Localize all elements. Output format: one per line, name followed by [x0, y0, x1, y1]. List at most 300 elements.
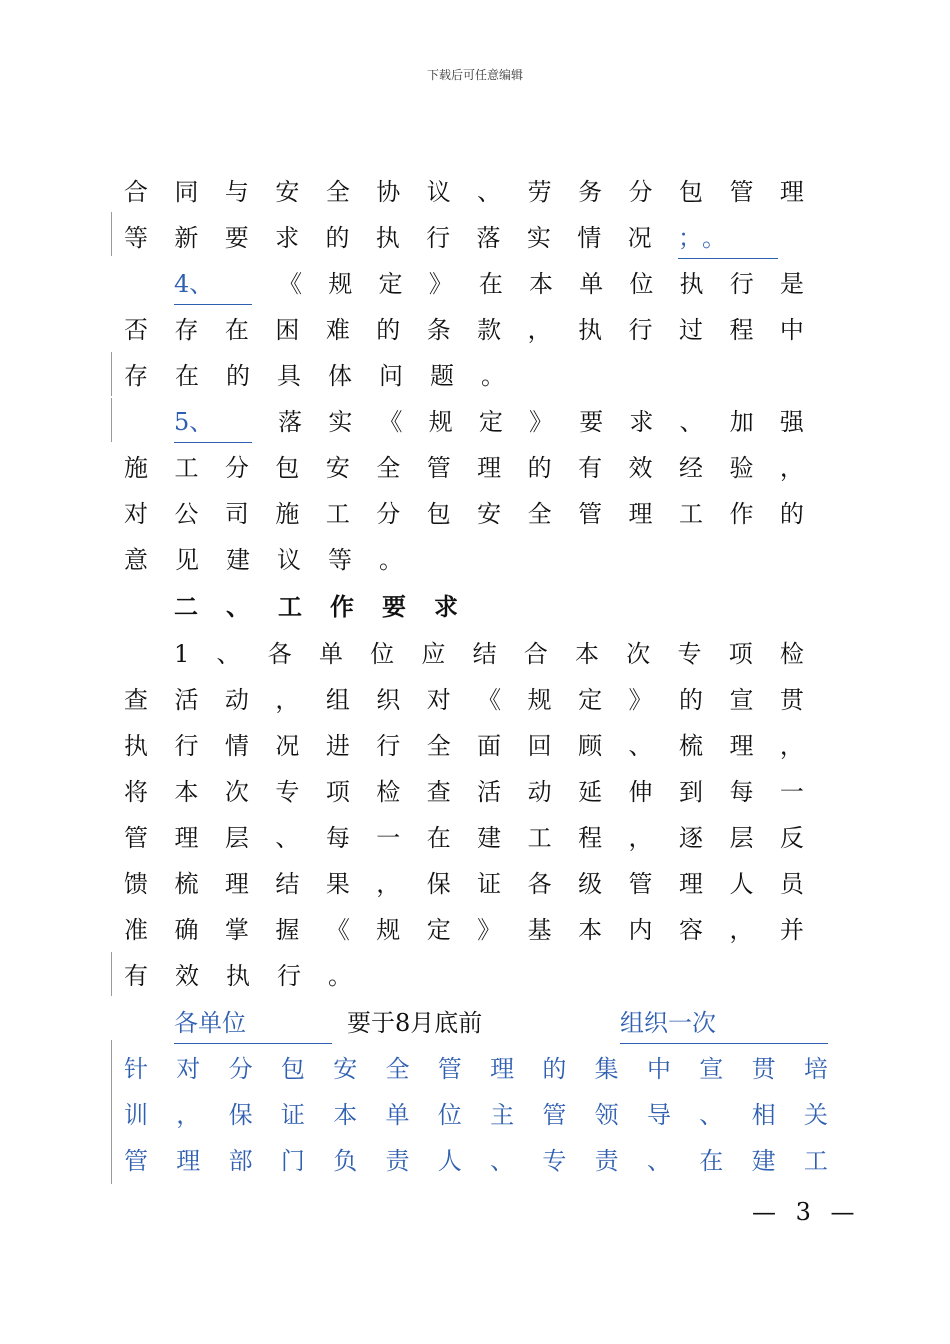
- glyph: 的: [678, 686, 703, 714]
- glyph: 》: [428, 270, 453, 298]
- glyph: 定: [378, 270, 403, 298]
- glyph: 效: [628, 454, 653, 482]
- glyph: 、: [226, 592, 250, 621]
- glyph: 行: [628, 316, 653, 344]
- glyph: 查: [426, 778, 451, 806]
- glyph: 保: [426, 870, 451, 898]
- glyph: 是: [779, 270, 804, 298]
- glyph: 安: [275, 178, 300, 206]
- glyph: 的: [325, 224, 350, 252]
- glyph: 项: [728, 640, 753, 668]
- glyph: 检: [779, 640, 804, 668]
- text-line-l6: [174, 402, 804, 442]
- glyph: 1: [174, 640, 190, 668]
- glyph: 果: [325, 870, 350, 898]
- glyph: 工: [803, 1147, 828, 1175]
- glyph: 结: [275, 870, 300, 898]
- glyph: 宣: [729, 686, 754, 714]
- glyph: 求: [434, 592, 458, 621]
- glyph: 作: [330, 592, 354, 621]
- glyph: 应: [421, 640, 446, 668]
- glyph: 分: [628, 178, 653, 206]
- glyph: 专: [677, 640, 702, 668]
- glyph: 理: [678, 870, 703, 898]
- glyph: 、: [275, 824, 300, 852]
- glyph: 、: [189, 269, 214, 298]
- glyph: ，: [376, 870, 401, 898]
- glyph: 协: [376, 178, 401, 206]
- glyph: 顾: [578, 732, 603, 760]
- glyph: 集: [594, 1055, 619, 1083]
- glyph: ，: [628, 824, 653, 852]
- glyph: 宣: [699, 1055, 724, 1083]
- glyph: 工: [527, 824, 552, 852]
- glyph: 况: [627, 224, 652, 252]
- glyph: 管: [437, 1055, 462, 1083]
- glyph: 、: [699, 1101, 724, 1129]
- glyph: 《: [477, 686, 502, 714]
- glyph: 执: [578, 316, 603, 344]
- glyph: 行: [174, 732, 199, 760]
- glyph: 各: [267, 640, 292, 668]
- glyph: 月: [410, 1009, 435, 1037]
- glyph: 门: [280, 1147, 305, 1175]
- glyph: 准: [124, 916, 148, 944]
- glyph: 合: [124, 178, 148, 206]
- glyph: ，: [176, 1101, 201, 1129]
- glyph: 》: [628, 686, 653, 714]
- text-line-l19: [174, 1003, 828, 1043]
- glyph: 过: [678, 316, 703, 344]
- glyph: 在: [426, 824, 451, 852]
- text-line-l1: [124, 172, 804, 212]
- glyph: 分: [224, 454, 249, 482]
- glyph: 工: [174, 454, 199, 482]
- glyph: 效: [175, 962, 199, 990]
- glyph: 有: [124, 962, 148, 990]
- glyph: 问: [379, 362, 403, 390]
- glyph: 存: [174, 316, 199, 344]
- glyph: ，: [729, 916, 754, 944]
- glyph: 二: [174, 592, 198, 621]
- glyph: 贯: [779, 686, 804, 714]
- glyph: 的: [542, 1055, 567, 1083]
- glyph: ，: [527, 316, 552, 344]
- glyph: 本: [333, 1101, 358, 1129]
- glyph: 作: [729, 500, 754, 528]
- glyph: 导: [646, 1101, 671, 1129]
- glyph: 公: [174, 500, 199, 528]
- glyph: 管: [124, 824, 148, 852]
- glyph: 并: [779, 916, 804, 944]
- glyph: 程: [578, 824, 603, 852]
- glyph: 》: [529, 408, 554, 436]
- glyph: 条: [426, 316, 451, 344]
- list-number: [174, 264, 252, 305]
- glyph: 强: [779, 408, 804, 436]
- glyph: 情: [577, 224, 602, 252]
- glyph: 体: [328, 362, 352, 390]
- glyph: 全: [426, 732, 451, 760]
- glyph: 将: [124, 778, 148, 806]
- glyph: 一: [779, 778, 804, 806]
- glyph: 确: [174, 916, 199, 944]
- glyph: 到: [678, 778, 703, 806]
- glyph: 织: [644, 1008, 668, 1037]
- glyph: 执: [375, 224, 400, 252]
- glyph: 部: [228, 1147, 253, 1175]
- glyph: 动: [224, 686, 249, 714]
- glyph: 安: [477, 500, 502, 528]
- glyph: 延: [578, 778, 603, 806]
- glyph: 司: [224, 500, 249, 528]
- text-line-l4: [124, 310, 804, 350]
- glyph: 针: [124, 1055, 148, 1083]
- glyph: 前: [458, 1009, 483, 1037]
- glyph: 领: [594, 1101, 619, 1129]
- glyph: 包: [426, 500, 451, 528]
- list-number: [174, 402, 252, 443]
- page-number: — 3 —: [752, 1198, 861, 1226]
- text-line-l2: [124, 218, 778, 258]
- glyph: 对: [124, 500, 148, 528]
- glyph: 理: [779, 178, 804, 206]
- glyph: 理: [174, 824, 199, 852]
- glyph: 位: [370, 640, 395, 668]
- glyph: 《: [325, 916, 350, 944]
- glyph: 工: [678, 500, 703, 528]
- glyph: 本: [575, 640, 600, 668]
- glyph: 梳: [174, 870, 199, 898]
- glyph: 工: [278, 592, 302, 621]
- glyph: 位: [222, 1008, 246, 1037]
- glyph: 管: [729, 178, 754, 206]
- glyph: 理: [224, 870, 249, 898]
- glyph: 管: [578, 500, 603, 528]
- glyph: 专: [275, 778, 300, 806]
- glyph: 见: [175, 546, 199, 574]
- glyph: 底: [434, 1009, 459, 1037]
- glyph: 全: [376, 454, 401, 482]
- glyph: 相: [751, 1101, 776, 1129]
- glyph: 、: [216, 640, 241, 668]
- glyph: 组: [325, 686, 350, 714]
- glyph: 管: [542, 1101, 567, 1129]
- glyph: 培: [803, 1055, 828, 1083]
- glyph: 劳: [527, 178, 552, 206]
- glyph: 难: [325, 316, 350, 344]
- glyph: 本: [529, 270, 554, 298]
- glyph: 每: [729, 778, 754, 806]
- text-line-l8: [124, 494, 804, 534]
- glyph: 。: [481, 362, 505, 390]
- glyph: 执: [226, 962, 250, 990]
- glyph: 包: [280, 1055, 305, 1083]
- glyph: 在: [478, 270, 503, 298]
- glyph: 意: [124, 546, 148, 574]
- glyph: 于: [371, 1009, 395, 1037]
- glyph: 工: [325, 500, 350, 528]
- glyph: 理: [176, 1147, 201, 1175]
- glyph: 在: [175, 362, 199, 390]
- glyph: 管: [628, 870, 653, 898]
- text-line-l17: [124, 910, 804, 950]
- text-line-l11: [174, 634, 804, 674]
- glyph: 建: [751, 1147, 776, 1175]
- glyph: 程: [729, 316, 754, 344]
- glyph: 定: [478, 408, 503, 436]
- glyph: 实: [526, 224, 551, 252]
- glyph: 施: [275, 500, 300, 528]
- glyph: 结: [472, 640, 497, 668]
- glyph: 施: [124, 454, 148, 482]
- glyph: 理: [729, 732, 754, 760]
- glyph: 基: [527, 916, 552, 944]
- glyph: 层: [224, 824, 249, 852]
- glyph: 议: [277, 546, 301, 574]
- glyph: 掌: [224, 916, 249, 944]
- glyph: 关: [803, 1101, 828, 1129]
- glyph: 行: [376, 732, 401, 760]
- inserted-text: [174, 1003, 332, 1044]
- glyph: 次: [626, 640, 651, 668]
- glyph: 伸: [628, 778, 653, 806]
- glyph: 同: [174, 178, 199, 206]
- glyph: 要: [347, 1009, 371, 1037]
- glyph: 8: [395, 1009, 411, 1037]
- glyph: 一: [376, 824, 401, 852]
- glyph: 分: [376, 500, 401, 528]
- glyph: 建: [477, 824, 502, 852]
- inserted-text: [620, 1003, 828, 1044]
- glyph: 证: [280, 1101, 305, 1129]
- page-header: 下载后可任意编辑: [426, 68, 523, 82]
- glyph: 款: [477, 316, 502, 344]
- glyph: 全: [325, 178, 350, 206]
- text-line-l12: [124, 680, 804, 720]
- text-line-l21: [124, 1095, 828, 1135]
- text-line-l10: [174, 587, 804, 627]
- glyph: 、: [477, 178, 502, 206]
- glyph: 行: [729, 270, 754, 298]
- revision-bar: [111, 952, 112, 996]
- glyph: 单: [318, 640, 343, 668]
- glyph: 层: [729, 824, 754, 852]
- glyph: 、: [490, 1147, 515, 1175]
- glyph: 务: [578, 178, 603, 206]
- glyph: 、: [189, 407, 214, 436]
- glyph: 贯: [751, 1055, 776, 1083]
- glyph: 主: [490, 1101, 515, 1129]
- glyph: 组: [620, 1008, 644, 1037]
- glyph: ；: [677, 223, 702, 252]
- glyph: 握: [275, 916, 300, 944]
- glyph: 次: [224, 778, 249, 806]
- glyph: 责: [385, 1147, 410, 1175]
- glyph: 求: [629, 408, 654, 436]
- glyph: 要: [224, 224, 249, 252]
- glyph: 具: [277, 362, 301, 390]
- glyph: 。: [328, 962, 352, 990]
- text-line-l15: [124, 818, 804, 858]
- glyph: 训: [124, 1101, 148, 1129]
- glyph: 执: [124, 732, 148, 760]
- glyph: 《: [378, 408, 403, 436]
- glyph: 实: [328, 408, 353, 436]
- glyph: 规: [527, 686, 552, 714]
- glyph: 4: [174, 269, 190, 298]
- revision-bar: [111, 398, 112, 442]
- text-line-l7: [124, 448, 804, 488]
- glyph: 管: [124, 1147, 148, 1175]
- text-line-l16: [124, 864, 804, 904]
- glyph: 单: [385, 1101, 410, 1129]
- glyph: 《: [278, 270, 303, 298]
- text-line-l18: [124, 956, 804, 996]
- text-line-l13: [124, 726, 804, 766]
- glyph: 落: [476, 224, 501, 252]
- glyph: 中: [779, 316, 804, 344]
- text-line-l3: [174, 264, 804, 304]
- glyph: 逐: [678, 824, 703, 852]
- glyph: 。: [379, 546, 403, 574]
- glyph: 回: [527, 732, 552, 760]
- glyph: 行: [426, 224, 451, 252]
- glyph: 规: [376, 916, 401, 944]
- glyph: 定: [578, 686, 603, 714]
- text-line-l9: [124, 540, 804, 580]
- glyph: 经: [678, 454, 703, 482]
- glyph: 等: [328, 546, 352, 574]
- glyph: 议: [426, 178, 451, 206]
- glyph: 包: [678, 178, 703, 206]
- glyph: 项: [325, 778, 350, 806]
- glyph: ，: [779, 732, 804, 760]
- glyph: 级: [578, 870, 603, 898]
- glyph: 等: [124, 224, 148, 252]
- glyph: 保: [228, 1101, 253, 1129]
- glyph: 全: [527, 500, 552, 528]
- glyph: 对: [426, 686, 451, 714]
- glyph: 题: [430, 362, 454, 390]
- glyph: 本: [174, 778, 199, 806]
- glyph: 活: [174, 686, 199, 714]
- glyph: 次: [692, 1008, 716, 1037]
- glyph: 规: [428, 408, 453, 436]
- glyph: 理: [477, 454, 502, 482]
- glyph: 容: [678, 916, 703, 944]
- glyph: 有: [578, 454, 603, 482]
- glyph: 验: [729, 454, 754, 482]
- glyph: 合: [523, 640, 548, 668]
- glyph: 位: [629, 270, 654, 298]
- glyph: 、: [646, 1147, 671, 1175]
- glyph: 全: [385, 1055, 410, 1083]
- glyph: 求: [275, 224, 300, 252]
- revision-bar: [111, 1040, 112, 1184]
- glyph: 在: [224, 316, 249, 344]
- glyph: 、: [679, 408, 704, 436]
- glyph: 包: [275, 454, 300, 482]
- glyph: 执: [679, 270, 704, 298]
- glyph: 馈: [124, 870, 148, 898]
- revision-bar: [111, 212, 112, 256]
- glyph: 的: [527, 454, 552, 482]
- glyph: 定: [426, 916, 451, 944]
- glyph: 证: [477, 870, 502, 898]
- glyph: 、: [628, 732, 653, 760]
- glyph: 与: [224, 178, 249, 206]
- glyph: 专: [542, 1147, 567, 1175]
- glyph: 人: [437, 1147, 462, 1175]
- glyph: 加: [729, 408, 754, 436]
- glyph: 的: [226, 362, 250, 390]
- glyph: 责: [594, 1147, 619, 1175]
- glyph: 负: [333, 1147, 358, 1175]
- glyph: 况: [275, 732, 300, 760]
- glyph: 情: [224, 732, 249, 760]
- glyph: 理: [490, 1055, 515, 1083]
- glyph: 中: [646, 1055, 671, 1083]
- glyph: 困: [275, 316, 300, 344]
- glyph: 的: [376, 316, 401, 344]
- glyph: 5: [174, 407, 190, 436]
- glyph: 管: [426, 454, 451, 482]
- glyph: 行: [277, 962, 301, 990]
- glyph: 活: [477, 778, 502, 806]
- glyph: ，: [779, 454, 804, 482]
- glyph: 查: [124, 686, 148, 714]
- glyph: 落: [278, 408, 303, 436]
- glyph: 织: [376, 686, 401, 714]
- text-line-l14: [124, 772, 804, 812]
- glyph: 梳: [678, 732, 703, 760]
- glyph: 存: [124, 362, 148, 390]
- glyph: 安: [333, 1055, 358, 1083]
- glyph: 对: [176, 1055, 201, 1083]
- glyph: 在: [699, 1147, 724, 1175]
- glyph: 的: [779, 500, 804, 528]
- glyph: 。: [701, 223, 726, 252]
- glyph: 建: [226, 546, 250, 574]
- glyph: 单: [579, 270, 604, 298]
- text-line-l20: [124, 1049, 828, 1089]
- glyph: 进: [325, 732, 350, 760]
- glyph: 规: [328, 270, 353, 298]
- text-line-l22: [124, 1141, 828, 1181]
- glyph: 分: [228, 1055, 253, 1083]
- glyph: 检: [376, 778, 401, 806]
- text-line-l5: [124, 356, 804, 396]
- glyph: 面: [477, 732, 502, 760]
- glyph: 要: [579, 408, 604, 436]
- glyph: 位: [437, 1101, 462, 1129]
- glyph: 要: [382, 592, 406, 621]
- glyph: 理: [628, 500, 653, 528]
- glyph: 人: [729, 870, 754, 898]
- glyph: 各: [174, 1008, 198, 1037]
- glyph: 》: [477, 916, 502, 944]
- body-text: [347, 1003, 605, 1043]
- glyph: 员: [779, 870, 804, 898]
- glyph: 每: [325, 824, 350, 852]
- glyph: 否: [124, 316, 148, 344]
- revision-mark: [678, 218, 778, 259]
- glyph: ，: [275, 686, 300, 714]
- glyph: 反: [779, 824, 804, 852]
- glyph: 新: [174, 224, 199, 252]
- glyph: 一: [668, 1008, 692, 1037]
